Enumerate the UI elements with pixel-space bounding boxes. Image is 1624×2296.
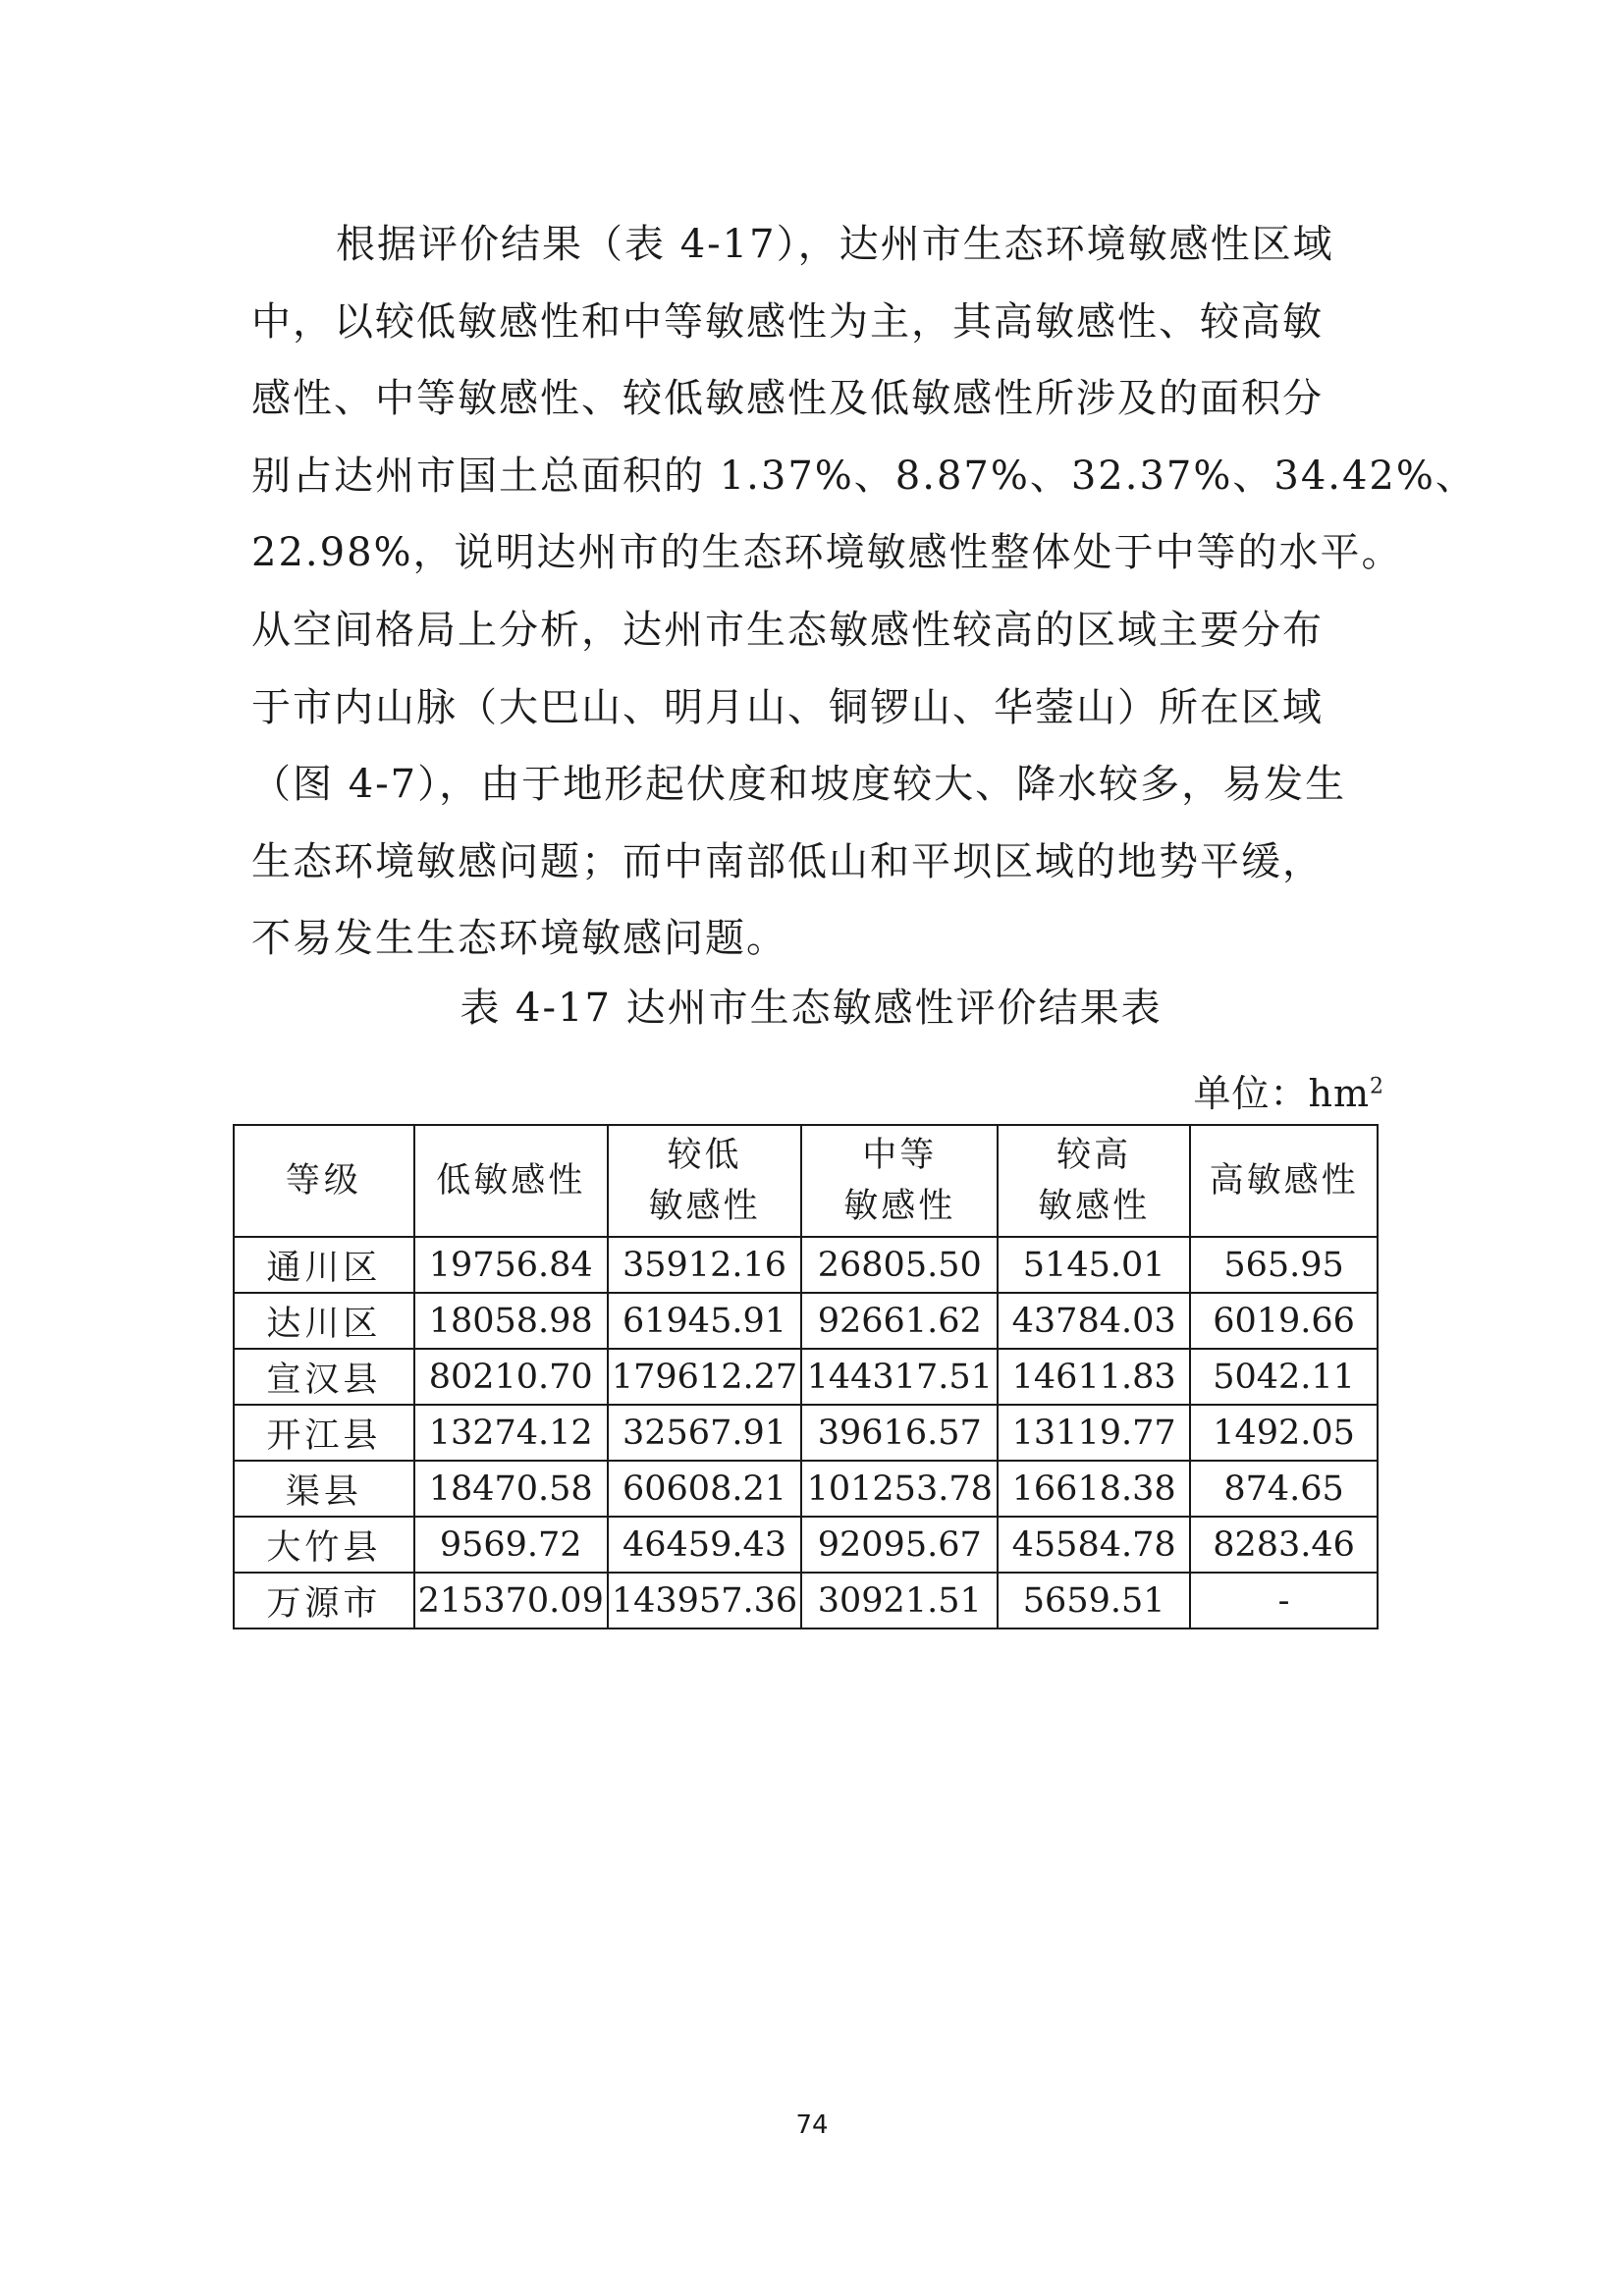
table-cell: 565.95 [1190, 1237, 1378, 1293]
paragraph-line: 感性、中等敏感性、较低敏感性及低敏感性所涉及的面积分 [251, 376, 1324, 422]
table-cell: 1492.05 [1190, 1405, 1378, 1461]
table-cell: 8283.46 [1190, 1517, 1378, 1573]
table-row [234, 1517, 1378, 1573]
table-cell: 46459.43 [608, 1517, 802, 1573]
table-unit-superscript: 2 [1370, 1074, 1384, 1099]
row-label-cell: 大竹县 [234, 1517, 414, 1573]
table-unit-label: 单位：hm [1193, 1072, 1370, 1115]
table-cell: 5042.11 [1190, 1349, 1378, 1405]
table-cell: 32567.91 [608, 1405, 802, 1461]
table-unit [1193, 1063, 1384, 1117]
table-cell: 5145.01 [998, 1237, 1190, 1293]
table-cell: 39616.57 [801, 1405, 998, 1461]
table-row [234, 1349, 1378, 1405]
row-label-cell: 万源市 [234, 1573, 414, 1629]
paragraph-line: （图 4-7），由于地形起伏度和坡度较大、降水较多，易发生 [251, 762, 1347, 808]
table-cell: 13119.77 [998, 1405, 1190, 1461]
paragraph-line: 生态环境敏感问题；而中南部低山和平坝区域的地势平缓， [251, 838, 1324, 884]
table-cell: 80210.70 [414, 1349, 608, 1405]
table-cell: 874.65 [1190, 1461, 1378, 1517]
row-label-cell: 开江县 [234, 1405, 414, 1461]
paragraph-line: 中，以较低敏感性和中等敏感性为主，其高敏感性、较高敏 [251, 298, 1324, 345]
table-row [234, 1405, 1378, 1461]
header-cell-medium: 中等 敏感性 [801, 1125, 998, 1237]
table-cell: 61945.91 [608, 1293, 802, 1349]
table-cell: 13274.12 [414, 1405, 608, 1461]
table-cell: 60608.21 [608, 1461, 802, 1517]
table-cell: 18470.58 [414, 1461, 608, 1517]
table-cell: 144317.51 [801, 1349, 998, 1405]
header-cell-high: 高敏感性 [1190, 1125, 1378, 1237]
body-paragraph [251, 206, 1477, 978]
row-label-cell: 达川区 [234, 1293, 414, 1349]
header-cell-relatively-high: 较高 敏感性 [998, 1125, 1190, 1237]
table-cell: 16618.38 [998, 1461, 1190, 1517]
table-cell: 143957.36 [608, 1573, 802, 1629]
table-cell: 92095.67 [801, 1517, 998, 1573]
table-cell: 43784.03 [998, 1293, 1190, 1349]
table-cell: 26805.50 [801, 1237, 998, 1293]
table-cell: 19756.84 [414, 1237, 608, 1293]
row-label-cell: 渠县 [234, 1461, 414, 1517]
page-number: 74 [795, 2110, 829, 2140]
table-row [234, 1237, 1378, 1293]
table-cell: 14611.83 [998, 1349, 1190, 1405]
table-cell: 101253.78 [801, 1461, 998, 1517]
header-cell-low: 低敏感性 [414, 1125, 608, 1237]
table-cell: 6019.66 [1190, 1293, 1378, 1349]
table-caption: 表 4-17 达州市生态敏感性评价结果表 [460, 986, 1163, 1031]
table-cell: 179612.27 [608, 1349, 802, 1405]
table-cell: 18058.98 [414, 1293, 608, 1349]
table-row [234, 1293, 1378, 1349]
table-cell: - [1190, 1573, 1378, 1629]
table-cell: 215370.09 [414, 1573, 608, 1629]
header-cell-relatively-low: 较低 敏感性 [608, 1125, 802, 1237]
header-cell-grade: 等级 [234, 1125, 414, 1237]
table-cell: 45584.78 [998, 1517, 1190, 1573]
table-cell: 9569.72 [414, 1517, 608, 1573]
row-label-cell: 通川区 [234, 1237, 414, 1293]
table-cell: 35912.16 [608, 1237, 802, 1293]
paragraph-line: 从空间格局上分析，达州市生态敏感性较高的区域主要分布 [251, 607, 1324, 653]
table-row [234, 1573, 1378, 1629]
table-header-row [234, 1125, 1378, 1237]
paragraph-line: 别占达州市国土总面积的 1.37%、8.87%、32.37%、34.42%、 [251, 453, 1477, 499]
row-label-cell: 宣汉县 [234, 1349, 414, 1405]
paragraph-line: 根据评价结果（表 4-17），达州市生态环境敏感性区域 [336, 222, 1334, 267]
table-cell: 92661.62 [801, 1293, 998, 1349]
sensitivity-table [233, 1124, 1379, 1629]
table-cell: 30921.51 [801, 1573, 998, 1629]
paragraph-line: 22.98%，说明达州市的生态环境敏感性整体处于中等的水平。 [251, 530, 1403, 576]
table-row [234, 1461, 1378, 1517]
paragraph-line: 不易发生生态环境敏感问题。 [251, 916, 787, 962]
paragraph-line: 于市内山脉（大巴山、明月山、铜锣山、华蓥山）所在区域 [251, 684, 1324, 730]
table-cell: 5659.51 [998, 1573, 1190, 1629]
